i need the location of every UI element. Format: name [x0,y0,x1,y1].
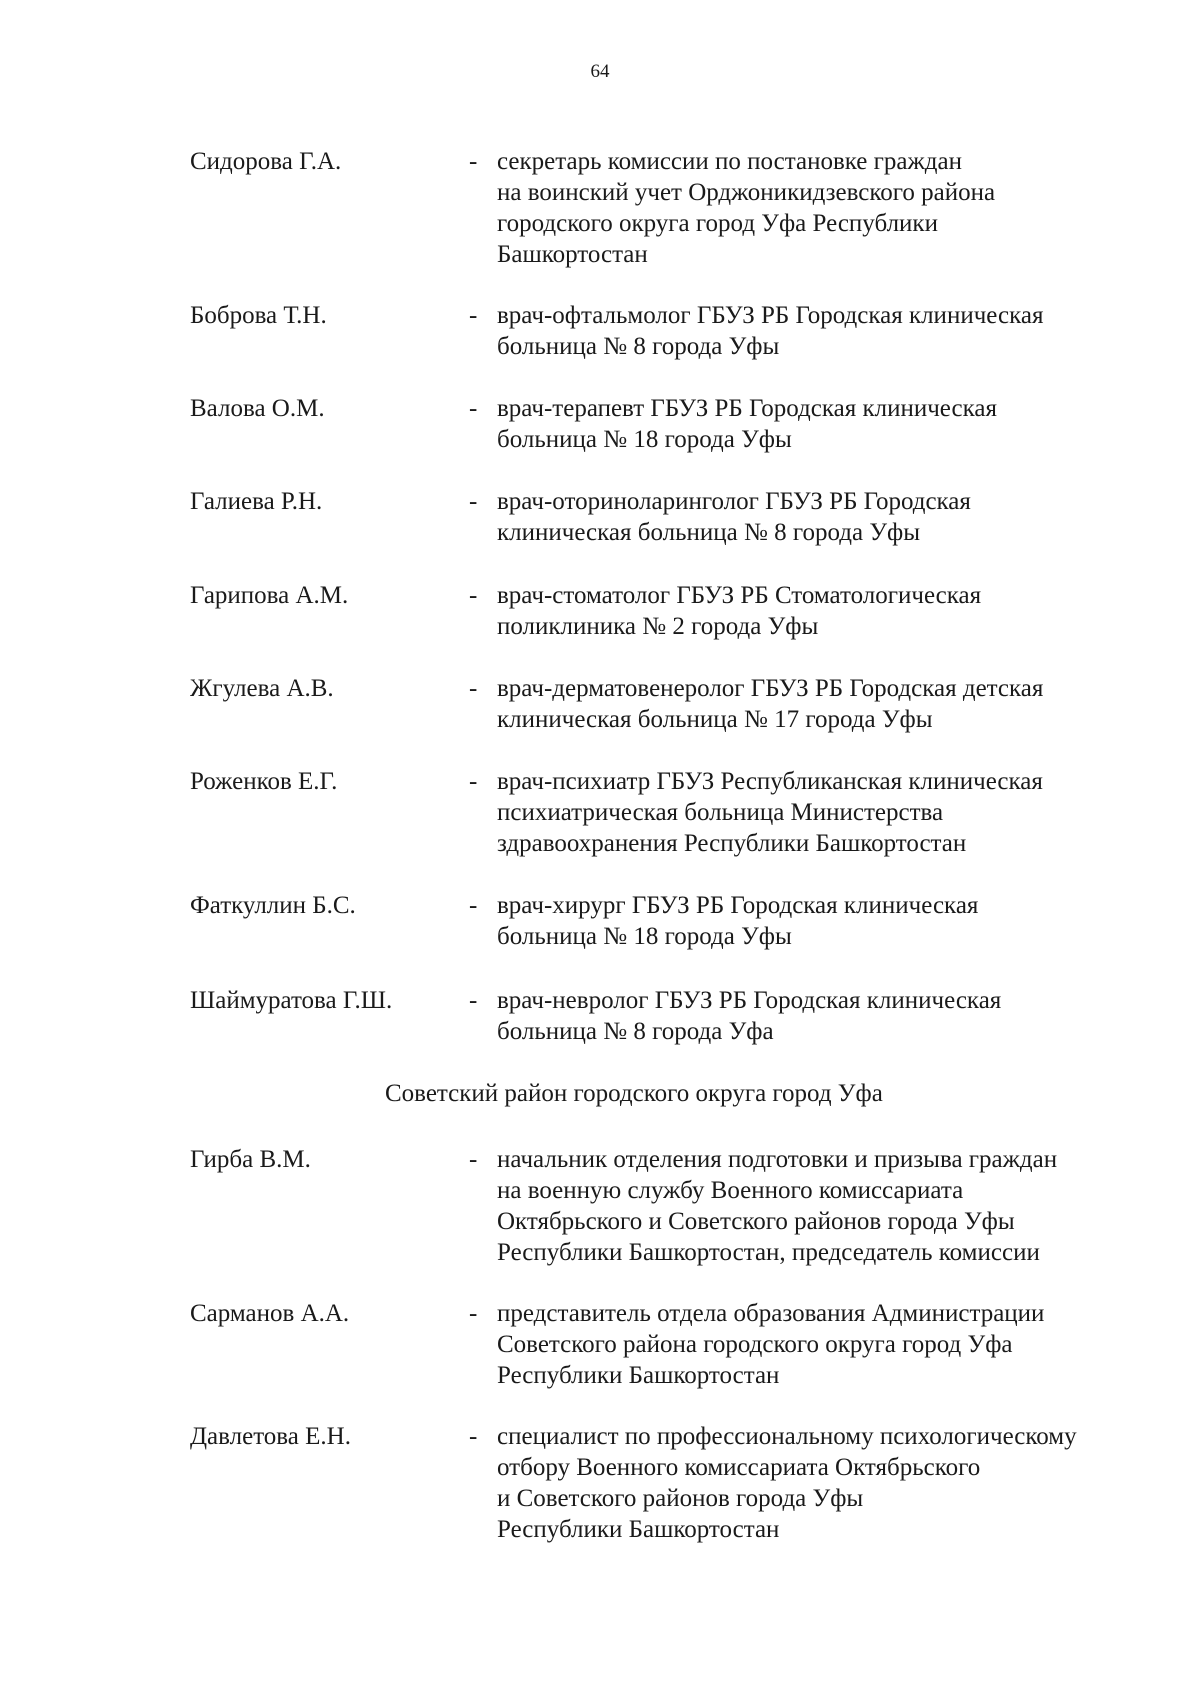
role-line: городского округа город Уфа Республики [497,210,938,237]
dash-separator: - [469,395,478,422]
member-name: Давлетова Е.Н. [190,1423,351,1450]
section-heading: Советский район городского округа город Уфа [385,1080,883,1107]
dash-separator: - [469,488,478,515]
member-name: Гарипова А.М. [190,582,349,609]
role-line: врач-офтальмолог ГБУЗ РБ Городская клиническая [497,302,1044,329]
role-line: врач-дерматовенеролог ГБУЗ РБ Городская детская [497,675,1044,702]
dash-separator: - [469,892,478,919]
dash-separator: - [469,148,478,175]
role-line: здравоохранения Республики Башкортостан [497,830,967,857]
role-line: врач-невролог ГБУЗ РБ Городская клиническая [497,987,1002,1014]
role-line: врач-оториноларинголог ГБУЗ РБ Городская [497,488,971,515]
member-name: Жгулева А.В. [190,675,334,702]
member-role [497,580,981,642]
role-line: больница № 18 города Уфы [497,923,792,950]
role-line: и Советского районов города Уфы [497,1485,864,1512]
dash-separator: - [469,768,478,795]
role-line: отбору Военного комиссариата Октябрьского [497,1454,981,1481]
role-line: больница № 8 города Уфа [497,1018,774,1045]
member-name: Шаймуратова Г.Ш. [190,987,393,1014]
member-role [497,890,978,952]
role-line: на военную службу Военного комиссариата [497,1177,964,1204]
role-line: врач-стоматолог ГБУЗ РБ Стоматологическая [497,582,982,609]
member-name: Фаткуллин Б.С. [190,892,356,919]
role-line: представитель отдела образования Администрации [497,1300,1045,1327]
role-line: Советского района городского округа город Уфа [497,1331,1013,1358]
dash-separator: - [469,1146,478,1173]
dash-separator: - [469,582,478,609]
dash-separator: - [469,675,478,702]
member-name: Боброва Т.Н. [190,302,327,329]
role-line: врач-психиатр ГБУЗ Республиканская клиническая [497,768,1043,795]
member-name: Сидорова Г.А. [190,148,342,175]
role-line: клиническая больница № 8 города Уфы [497,519,921,546]
member-role [497,766,1043,859]
role-line: врач-хирург ГБУЗ РБ Городская клиническая [497,892,979,919]
role-line: специалист по профессиональному психологическому [497,1423,1077,1450]
dash-separator: - [469,302,478,329]
page-number: 64 [590,61,610,82]
role-line: Республики Башкортостан [497,1516,780,1543]
role-line: Башкортостан [497,241,648,268]
role-line: на воинский учет Орджоникидзевского района [497,179,996,206]
role-line: больница № 8 города Уфы [497,333,780,360]
role-line: Республики Башкортостан, председатель комиссии [497,1239,1040,1266]
dash-separator: - [469,1300,478,1327]
member-name: Гирба В.М. [190,1146,311,1173]
member-role [497,1144,1057,1268]
member-role [497,300,1043,362]
member-role [497,393,997,455]
member-role [497,1298,1044,1391]
role-line: психиатрическая больница Министерства [497,799,944,826]
role-line: Республики Башкортостан [497,1362,780,1389]
role-line: клиническая больница № 17 города Уфы [497,706,933,733]
role-line: секретарь комиссии по постановке граждан [497,148,962,175]
role-line: Октябрьского и Советского районов города Уфы [497,1208,1015,1235]
member-name: Валова О.М. [190,395,325,422]
member-name: Галиева Р.Н. [190,488,323,515]
role-line: больница № 18 города Уфы [497,426,792,453]
member-name: Сарманов А.А. [190,1300,350,1327]
member-role [497,985,1001,1047]
member-role [497,486,971,548]
role-line: поликлиника № 2 города Уфы [497,613,819,640]
member-name: Роженков Е.Г. [190,768,338,795]
dash-separator: - [469,1423,478,1450]
member-role [497,1421,1077,1545]
dash-separator: - [469,987,478,1014]
role-line: врач-терапевт ГБУЗ РБ Городская клиническая [497,395,997,422]
role-line: начальник отделения подготовки и призыва граждан [497,1146,1058,1173]
member-role [497,146,995,270]
member-role [497,673,1043,735]
